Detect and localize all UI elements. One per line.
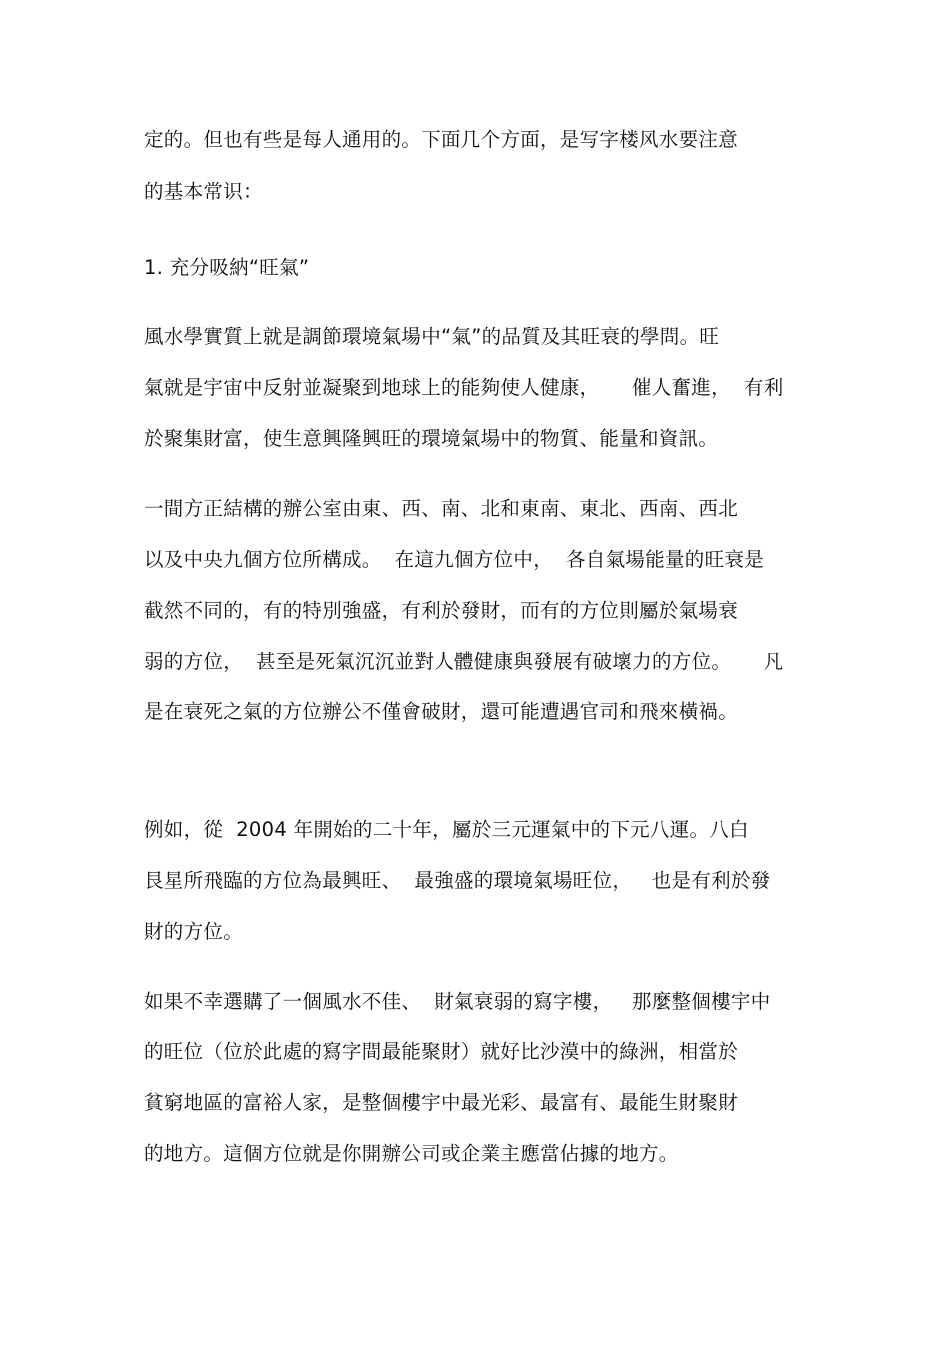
- text-line: 於聚集財富，使生意興隆興旺的環境氣場中的物質、能量和資訊。: [144, 427, 719, 450]
- heading-text: 1. 充分吸納“旺氣”: [144, 256, 310, 279]
- text-line: 的基本常识：: [144, 180, 263, 203]
- text-line: 以及中央九個方位所構成。 在這九個方位中， 各自氣場能量的旺衰是: [144, 548, 764, 571]
- text-line: 是在衰死之氣的方位辦公不僅會破財，還可能遭遇官司和飛來橫禍。: [144, 700, 739, 723]
- text-line: 弱的方位， 甚至是死氣沉沉並對人體健康與發展有破壞力的方位。 凡: [144, 650, 784, 673]
- text-line: 氣就是宇宙中反射並凝聚到地球上的能夠使人健康， 催人奮進， 有利: [144, 376, 784, 399]
- text-line: 定的。但也有些是每人通用的。下面几个方面，是写字楼风水要注意: [144, 128, 739, 151]
- text-line: 貧窮地區的富裕人家，是整個樓宇中最光彩、最富有、最能生財聚財: [144, 1091, 739, 1114]
- text-line: 的地方。這個方位就是你開辦公司或企業主應當佔據的地方。: [144, 1142, 679, 1165]
- text-line: 如果不幸選購了一個風水不佳、 財氣衰弱的寫字樓， 那麼整個樓宇中: [144, 990, 771, 1013]
- text-line: 財的方位。: [144, 920, 244, 943]
- text-line: 截然不同的，有的特別強盛，有利於發財，而有的方位則屬於氣場衰: [144, 599, 739, 622]
- text-line: 的旺位（位於此處的寫字間最能聚財）就好比沙漠中的綠洲，相當於: [144, 1040, 739, 1063]
- text-line: 例如，從 2004 年開始的二十年，屬於三元運氣中的下元八運。八白: [144, 818, 749, 841]
- text-line: 風水學實質上就是調節環境氣場中“氣”的品質及其旺衰的學問。旺: [144, 325, 720, 348]
- text-line: 艮星所飛臨的方位為最興旺、 最強盛的環境氣場旺位， 也是有利於發: [144, 869, 771, 892]
- text-line: 一間方正結構的辦公室由東、西、南、北和東南、東北、西南、西北: [144, 497, 739, 520]
